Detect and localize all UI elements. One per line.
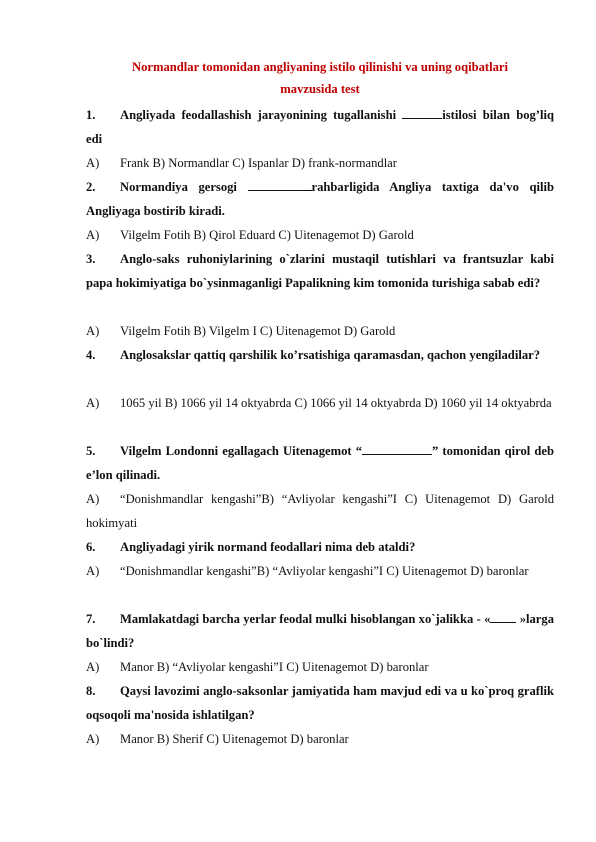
answer-options: “Donishmandlar kengashi”B) “Avliyolar kengashi”I C) Uitenagemot D) baronlar [120,564,529,578]
answer-label: A) [86,228,100,242]
question-1 [86,103,554,151]
answer-blank [248,178,312,191]
question-text: ” tomonidan qirol deb e’lon qilinadi. [86,444,554,482]
answer-2 [86,223,554,247]
answer-4 [86,391,554,415]
answer-blank [362,442,432,455]
question-text: Mamlakatdagi barcha yerlar feodal mulki hisoblangan xo`jalikka - « [120,612,491,626]
answer-label: A) [86,396,100,410]
answer-1 [86,151,554,175]
answer-options: Manor B) Sherif C) Uitenagemot D) baronlar [120,732,349,746]
answer-label: A) [86,660,100,674]
question-number: 5. [86,444,96,458]
question-number: 7. [86,612,96,626]
answer-label: A) [86,732,100,746]
question-8 [86,679,554,727]
question-number: 4. [86,348,96,362]
answer-options: Vilgelm Fotih B) Qirol Eduard C) Uitenagemot D) Garold [120,228,414,242]
question-text: rahbarligida Angliya taxtiga da'vo qilib Angliyaga bostirib kiradi. [86,180,554,218]
question-5 [86,439,554,487]
question-number: 2. [86,180,96,194]
answer-blank [490,610,516,623]
question-text: »larga bo`lindi? [86,612,554,650]
question-text: Qaysi lavozimi anglo-saksonlar jamiyatida ham mavjud edi va u ko`proq graflik oqsoqoli ma'nosida ishlatilgan? [86,684,554,722]
question-text: Normandiya gersogi [120,180,248,194]
answer-options: Frank B) Normandlar C) Ispanlar D) frank-normandlar [120,156,397,170]
question-number: 6. [86,540,96,554]
answer-label: A) [86,324,100,338]
answer-3 [86,319,554,343]
answer-blank [402,106,442,119]
question-number: 8. [86,684,96,698]
question-text: istilosi bilan bog’liq edi [86,108,555,146]
answer-options: 1065 yil B) 1066 yil 14 oktyabrda C) 1066 yil 14 oktyabrda D) 1060 yil 14 oktyabrda [120,396,552,410]
question-3 [86,247,554,295]
answer-label: A) [86,156,100,170]
answer-options: Manor B) “Avliyolar kengashi”I C) Uitenagemot D) baronlar [120,660,429,674]
answer-label: A) [86,564,100,578]
question-number: 1. [86,108,96,122]
question-text: Anglo-saks ruhoniylarining o`zlarini mustaqil tutishlari va frantsuzlar kabi papa hokimiyatiga bo`ysinmaganligi Papalikning kim tomonida turishiga sabab edi? [86,252,554,290]
question-number: 3. [86,252,96,266]
title-line-2: mavzusida test [280,82,360,96]
question-7 [86,607,554,655]
question-4 [86,343,554,367]
question-text: Vilgelm Londonni egallagach Uitenagemot “ [120,444,362,458]
question-text: Angliyada feodallashish jarayonining tugallanishi [120,108,403,122]
answer-8 [86,727,554,751]
answer-7 [86,655,554,679]
question-6 [86,535,554,559]
question-text: Anglosakslar qattiq qarshilik ko’rsatishiga qaramasdan, qachon yengiladilar? [120,348,540,362]
answer-options: “Donishmandlar kengashi”B) “Avliyolar kengashi”I C) Uitenagemot D) Garold hokimyati [86,492,554,530]
answer-6 [86,559,554,583]
document-title [86,56,554,100]
answer-5 [86,487,554,535]
answer-label: A) [86,492,100,506]
question-text: Angliyadagi yirik normand feodallari nima deb ataldi? [120,540,416,554]
question-2 [86,175,554,223]
title-line-1: Normandlar tomonidan angliyaning istilo qilinishi va uning oqibatlari [132,60,508,74]
answer-options: Vilgelm Fotih B) Vilgelm I C) Uitenagemot D) Garold [120,324,396,338]
